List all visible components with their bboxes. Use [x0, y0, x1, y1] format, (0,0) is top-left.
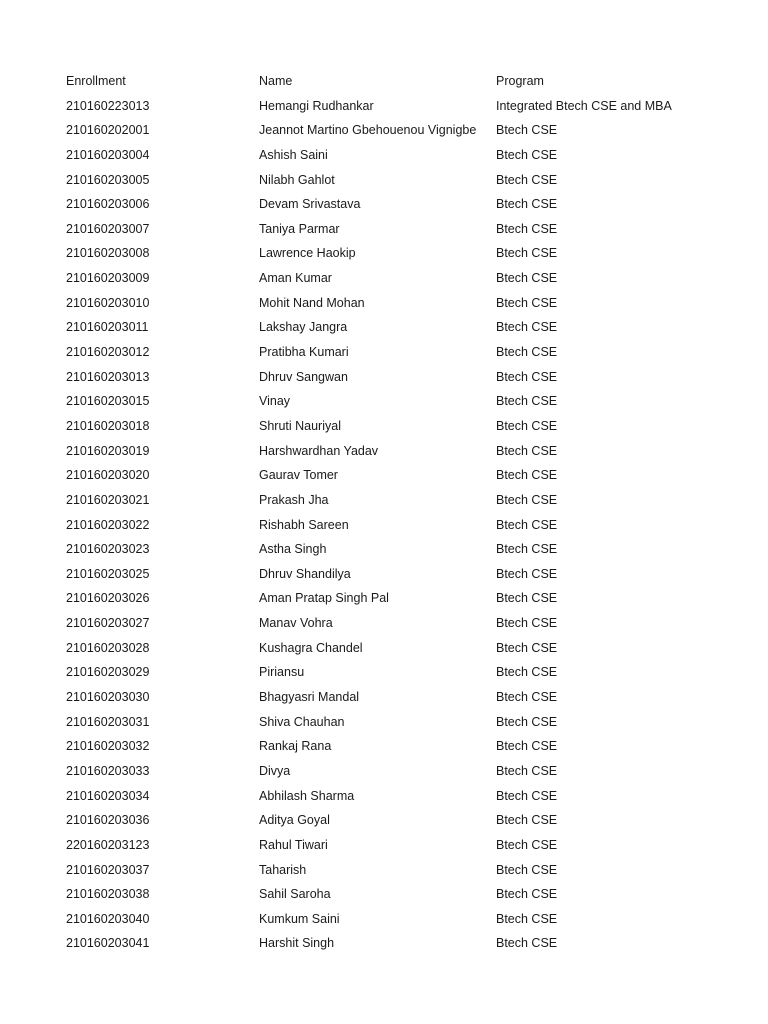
program-cell: Btech CSE: [496, 566, 558, 581]
enrollment-cell: 210160203010: [66, 295, 150, 310]
table-row: [66, 118, 746, 143]
name-cell: Mohit Nand Mohan: [259, 295, 365, 310]
enrollment-cell: 210160203019: [66, 443, 150, 458]
name-cell: Shiva Chauhan: [259, 714, 345, 729]
enrollment-cell: 210160203007: [66, 221, 150, 236]
enrollment-cell: 210160203026: [66, 591, 150, 606]
program-cell: Btech CSE: [496, 517, 558, 532]
program-cell: Btech CSE: [496, 172, 558, 187]
program-cell: Btech CSE: [496, 665, 558, 680]
table-row: [66, 636, 746, 661]
enrollment-cell: 210160203034: [66, 788, 150, 803]
table-row: [66, 931, 746, 956]
name-cell: Rankaj Rana: [259, 739, 332, 754]
table-row: [66, 439, 746, 464]
program-cell: Btech CSE: [496, 492, 558, 507]
enrollment-cell: 210160203027: [66, 616, 150, 631]
program-cell: Btech CSE: [496, 246, 558, 261]
table-header-row: [66, 69, 746, 94]
name-cell: Harshwardhan Yadav: [259, 443, 379, 458]
table-row: [66, 808, 746, 833]
table-row: [66, 291, 746, 316]
enrollment-cell: 210160203018: [66, 418, 150, 433]
table-row: [66, 414, 746, 439]
name-cell: Vinay: [259, 394, 291, 409]
table-row: [66, 340, 746, 365]
program-cell: Btech CSE: [496, 640, 558, 655]
table-row: [66, 389, 746, 414]
enrollment-cell: 210160203025: [66, 566, 150, 581]
program-cell: Btech CSE: [496, 714, 558, 729]
table-row: [66, 586, 746, 611]
name-cell: Divya: [259, 763, 291, 778]
program-cell: Btech CSE: [496, 813, 558, 828]
table-row: [66, 513, 746, 538]
table-row: [66, 907, 746, 932]
enrollment-cell: 210160203005: [66, 172, 150, 187]
table-row: [66, 315, 746, 340]
program-cell: Btech CSE: [496, 862, 558, 877]
program-cell: Btech CSE: [496, 468, 558, 483]
enrollment-cell: 210160203020: [66, 468, 150, 483]
name-cell: Kumkum Saini: [259, 911, 340, 926]
program-cell: Btech CSE: [496, 271, 558, 286]
enrollment-cell: 210160203032: [66, 739, 150, 754]
program-cell: Btech CSE: [496, 936, 558, 951]
table-row: [66, 463, 746, 488]
enrollment-cell: 210160203021: [66, 492, 150, 507]
name-cell: Rishabh Sareen: [259, 517, 349, 532]
name-cell: Shruti Nauriyal: [259, 418, 341, 433]
header-enrollment: Enrollment: [66, 74, 126, 88]
table-row: [66, 882, 746, 907]
table-row: [66, 685, 746, 710]
table-row: [66, 168, 746, 193]
program-cell: Btech CSE: [496, 739, 558, 754]
table-row: [66, 241, 746, 266]
table-row: [66, 217, 746, 242]
name-cell: Aditya Goyal: [259, 813, 330, 828]
program-cell: Btech CSE: [496, 221, 558, 236]
name-cell: Hemangi Rudhankar: [259, 98, 374, 113]
program-cell: Btech CSE: [496, 147, 558, 162]
program-cell: Btech CSE: [496, 320, 558, 335]
enrollment-cell: 210160203037: [66, 862, 150, 877]
enrollment-cell: 210160203015: [66, 394, 150, 409]
enrollment-cell: 210160203022: [66, 517, 150, 532]
name-cell: Taniya Parmar: [259, 221, 340, 236]
name-cell: Dhruv Sangwan: [259, 369, 348, 384]
name-cell: Astha Singh: [259, 542, 327, 557]
enrollment-cell: 210160203033: [66, 763, 150, 778]
header-program: Program: [496, 74, 544, 88]
enrollment-cell: 210160203031: [66, 714, 150, 729]
name-cell: Lawrence Haokip: [259, 246, 356, 261]
enrollment-cell: 210160203008: [66, 246, 150, 261]
table-row: [66, 192, 746, 217]
enrollment-cell: 210160203006: [66, 197, 150, 212]
student-table: [66, 69, 746, 956]
program-cell: Btech CSE: [496, 763, 558, 778]
enrollment-cell: 210160203038: [66, 887, 150, 902]
enrollment-cell: 210160203004: [66, 147, 150, 162]
name-cell: Aman Pratap Singh Pal: [259, 591, 389, 606]
table-row: [66, 537, 746, 562]
program-cell: Btech CSE: [496, 418, 558, 433]
name-cell: Ashish Saini: [259, 147, 328, 162]
table-row: [66, 365, 746, 390]
enrollment-cell: 210160203036: [66, 813, 150, 828]
enrollment-cell: 210160203029: [66, 665, 150, 680]
header-name: Name: [259, 74, 293, 88]
name-cell: Rahul Tiwari: [259, 837, 328, 852]
name-cell: Devam Srivastava: [259, 197, 361, 212]
program-cell: Btech CSE: [496, 690, 558, 705]
program-cell: Btech CSE: [496, 788, 558, 803]
program-cell: Btech CSE: [496, 345, 558, 360]
enrollment-cell: 210160203011: [66, 320, 149, 335]
program-cell: Btech CSE: [496, 591, 558, 606]
program-cell: Btech CSE: [496, 443, 558, 458]
name-cell: Sahil Saroha: [259, 887, 331, 902]
name-cell: Taharish: [259, 862, 307, 877]
program-cell: Btech CSE: [496, 616, 558, 631]
table-row: [66, 833, 746, 858]
enrollment-cell: 210160203030: [66, 690, 150, 705]
name-cell: Manav Vohra: [259, 616, 333, 631]
table-row: [66, 94, 746, 119]
program-cell: Btech CSE: [496, 542, 558, 557]
name-cell: Kushagra Chandel: [259, 640, 363, 655]
table-row: [66, 488, 746, 513]
name-cell: Piriansu: [259, 665, 305, 680]
program-cell: Btech CSE: [496, 394, 558, 409]
enrollment-cell: 220160203123: [66, 837, 150, 852]
program-cell: Btech CSE: [496, 887, 558, 902]
name-cell: Nilabh Gahlot: [259, 172, 335, 187]
enrollment-cell: 210160203009: [66, 271, 150, 286]
name-cell: Lakshay Jangra: [259, 320, 348, 335]
enrollment-cell: 210160203041: [66, 936, 150, 951]
table-row: [66, 759, 746, 784]
enrollment-cell: 210160203012: [66, 345, 150, 360]
name-cell: Jeannot Martino Gbehouenou Vignigbe: [259, 123, 477, 138]
program-cell: Btech CSE: [496, 197, 558, 212]
enrollment-cell: 210160223013: [66, 98, 150, 113]
program-cell: Btech CSE: [496, 837, 558, 852]
program-cell: Integrated Btech CSE and MBA: [496, 98, 672, 113]
name-cell: Gaurav Tomer: [259, 468, 338, 483]
name-cell: Dhruv Shandilya: [259, 566, 351, 581]
name-cell: Harshit Singh: [259, 936, 335, 951]
table-row: [66, 611, 746, 636]
program-cell: Btech CSE: [496, 295, 558, 310]
name-cell: Prakash Jha: [259, 492, 329, 507]
table-row: [66, 784, 746, 809]
name-cell: Pratibha Kumari: [259, 345, 349, 360]
table-row: [66, 562, 746, 587]
table-body: [66, 94, 746, 956]
table-row: [66, 143, 746, 168]
enrollment-cell: 210160203023: [66, 542, 150, 557]
program-cell: Btech CSE: [496, 123, 558, 138]
table-row: [66, 710, 746, 735]
table-row: [66, 858, 746, 883]
table-row: [66, 266, 746, 291]
enrollment-cell: 210160203013: [66, 369, 150, 384]
enrollment-cell: 210160202001: [66, 123, 150, 138]
name-cell: Bhagyasri Mandal: [259, 690, 360, 705]
table-row: [66, 660, 746, 685]
program-cell: Btech CSE: [496, 369, 558, 384]
name-cell: Abhilash Sharma: [259, 788, 355, 803]
table-row: [66, 734, 746, 759]
program-cell: Btech CSE: [496, 911, 558, 926]
enrollment-cell: 210160203028: [66, 640, 150, 655]
name-cell: Aman Kumar: [259, 271, 332, 286]
enrollment-cell: 210160203040: [66, 911, 150, 926]
